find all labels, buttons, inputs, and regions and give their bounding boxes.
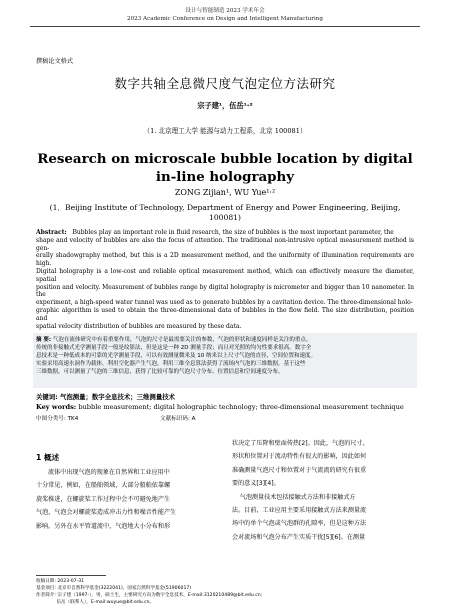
- footnote-received: 收稿日期: 2023-07-31: [36, 579, 85, 584]
- keywords-cn: [36, 392, 175, 401]
- body-line: 流体中出现气泡的现象在自然界和工业应用中: [48, 469, 170, 476]
- body-line: 影响。另外在水平管道流中，气泡地大小分布和形: [36, 522, 171, 530]
- abstract-en-line: shape and velocity of bubbles are also the focus of attention. The traditional non-intrusive optical measurement method is gen-: [36, 236, 414, 252]
- affiliation-cn: （1. 北京理工大学 能源与动力工程系，北京 100081）: [143, 127, 307, 135]
- title-en-line: Research on microscale bubble location by digital: [37, 151, 413, 167]
- body-column-right: [232, 437, 418, 544]
- abstract-en-text: Bubbles play an important role in fluid research, the size of bubbles is the most important parameter, the: [72, 229, 394, 236]
- body-line: 会对流场和气泡分布产生实质干扰[5][6]。在测量: [232, 533, 366, 541]
- title-en-line: in-line holography: [155, 169, 295, 185]
- abstract-en: [36, 229, 414, 330]
- document-code: 文献标识码: A: [160, 416, 196, 422]
- body-line: 状决定了压降和壁面传热[2]。因此，气泡的尺寸、: [232, 440, 369, 447]
- clc-number: 中图分类号: TK4: [36, 416, 79, 422]
- abstract-cn-line: [36, 336, 414, 344]
- body-line: 法。目前，工业应用主要采用接触式方法来测量流: [232, 507, 367, 515]
- keywords-en-text: bubble measurement; digital holographic technology; three-dimensional measurement technique: [78, 403, 404, 411]
- abstract-cn-text: 气泡在流体研究中有着重要作用，气泡的尺寸是最需要关注的参数，气泡的形状和速度同样是关注的重点。: [52, 337, 312, 343]
- body-line: 旋桨推进，在螺旋桨工作过程中会不可避免地产生: [36, 495, 171, 503]
- keywords-cn-label: 关键词:: [36, 393, 58, 401]
- abstract-en-line: [36, 229, 414, 237]
- footnote-rule: [36, 575, 106, 576]
- abstract-cn-line: 实验采用高速水洞作为载体，利用空化器产生气泡，利用三维全息算法获得了流场内气泡的三维数据，基于这些: [36, 361, 306, 368]
- keywords-cn-text: 气泡测量；数字全息技术；三维测量技术: [59, 393, 175, 401]
- authors-cn: 宗子建¹，伍岳¹·²: [197, 101, 253, 110]
- keywords-en: [36, 403, 404, 411]
- abstract-cn-line: 息技术是一种低成本的可靠的光学测量手段，可以有效测量微米及 10 纳米以上尺寸气泡的直径、空间位置和速度。: [36, 353, 316, 360]
- footnote-contact: 伍岳（联系人），E-mail:wuyue@bit.edu.cn。: [36, 600, 155, 605]
- abstract-en-line: erally shadowgraphy method, but this is a 2D measurement method, and the uniformity of illumination requirements are high.: [36, 252, 414, 268]
- footnote-author-bio: 作者简介: 宗子建（1997-），男，硕士生，主要研究方向为数字全息技术，E-mail:3120210489@bit.edu.cn；: [36, 593, 266, 598]
- body-line: 场中的单个气泡或气泡群的孔隙率，但是这种方法: [232, 520, 367, 528]
- abstract-en-line: spatial velocity distribution of bubbles are measured by these data.: [36, 322, 242, 330]
- body-line: 气泡测量技术包括接触式方法和非接触式方: [232, 493, 356, 501]
- abstract-en-line: position and velocity. Measurement of bubbles range by digital holography is micrometer and bigger than 10 nanometer. In the: [36, 283, 414, 299]
- running-head-en: 2023 Academic Conference on Design and Intelligent Manufacturing: [127, 16, 323, 22]
- body-line: 要的意义[3][4]。: [232, 480, 280, 488]
- abstract-en-line: Digital holography is a low-cost and reliable optical measurement method, which can effectively measure the diameter, spatial: [36, 267, 414, 283]
- abstract-cn-line: 三维数据，可以测量了气泡的三维信息，获得了比较可靠的气泡尺寸分布、位置信息和空间速度分布。: [36, 369, 284, 376]
- body-line: 准确测量气泡尺寸和位置对于气流流的研究有很重: [232, 466, 367, 474]
- paper-format-label: 撰稿论文格式: [36, 58, 74, 65]
- affiliation-en-line: 100081): [209, 213, 241, 222]
- keywords-en-label: Key words:: [36, 403, 77, 411]
- authors-en: ZONG Zijian¹, WU Yue¹·²: [174, 188, 276, 197]
- affiliation-en-line: (1．Beijing Institute of Technology, Department of Energy and Power Engineering, Beijing,: [49, 203, 401, 212]
- body-column-left: [36, 466, 222, 533]
- body-line: 气泡，气泡会对螺旋桨造成冲击力性和噪音性能产生: [36, 509, 177, 517]
- body-line: 形状和位置对于流动特性有很大的影响，因此如何: [232, 453, 367, 461]
- body-line: 十分常见，例如，在船舶领域，大部分船舶依靠螺: [36, 482, 171, 490]
- abstract-en-line: graphic algorithm is used to obtain the three-dimensional data of bubbles in the flow field. The size distribution, position and: [36, 306, 414, 322]
- section-heading: 1 概述: [36, 453, 60, 462]
- title-cn: 数字共轴全息微尺度气泡定位方法研究: [114, 76, 336, 91]
- abstract-en-label: Abstract:: [36, 229, 67, 236]
- abstract-en-line: experiment, a high-speed water tunnel was used as to generate bubbles by a cavitation device. The three-dimensional holo-: [36, 299, 413, 307]
- abstract-cn-label: 摘 要:: [36, 337, 52, 343]
- abstract-cn-line: 传统的非接触式光学测量手段一般是纹影法，但是这是一种 2D 测量手段；而且对光照的均匀性要求很高。数字全: [36, 345, 312, 352]
- header-rule: [30, 26, 420, 27]
- footnote-funding: 基金项目: 北京市自然科学基金(3222041)，国家自然科学基金(51906017): [36, 586, 192, 591]
- running-head-cn: 设计与智能制造 2023 学术年会: [185, 8, 265, 14]
- abstract-cn: [36, 336, 414, 376]
